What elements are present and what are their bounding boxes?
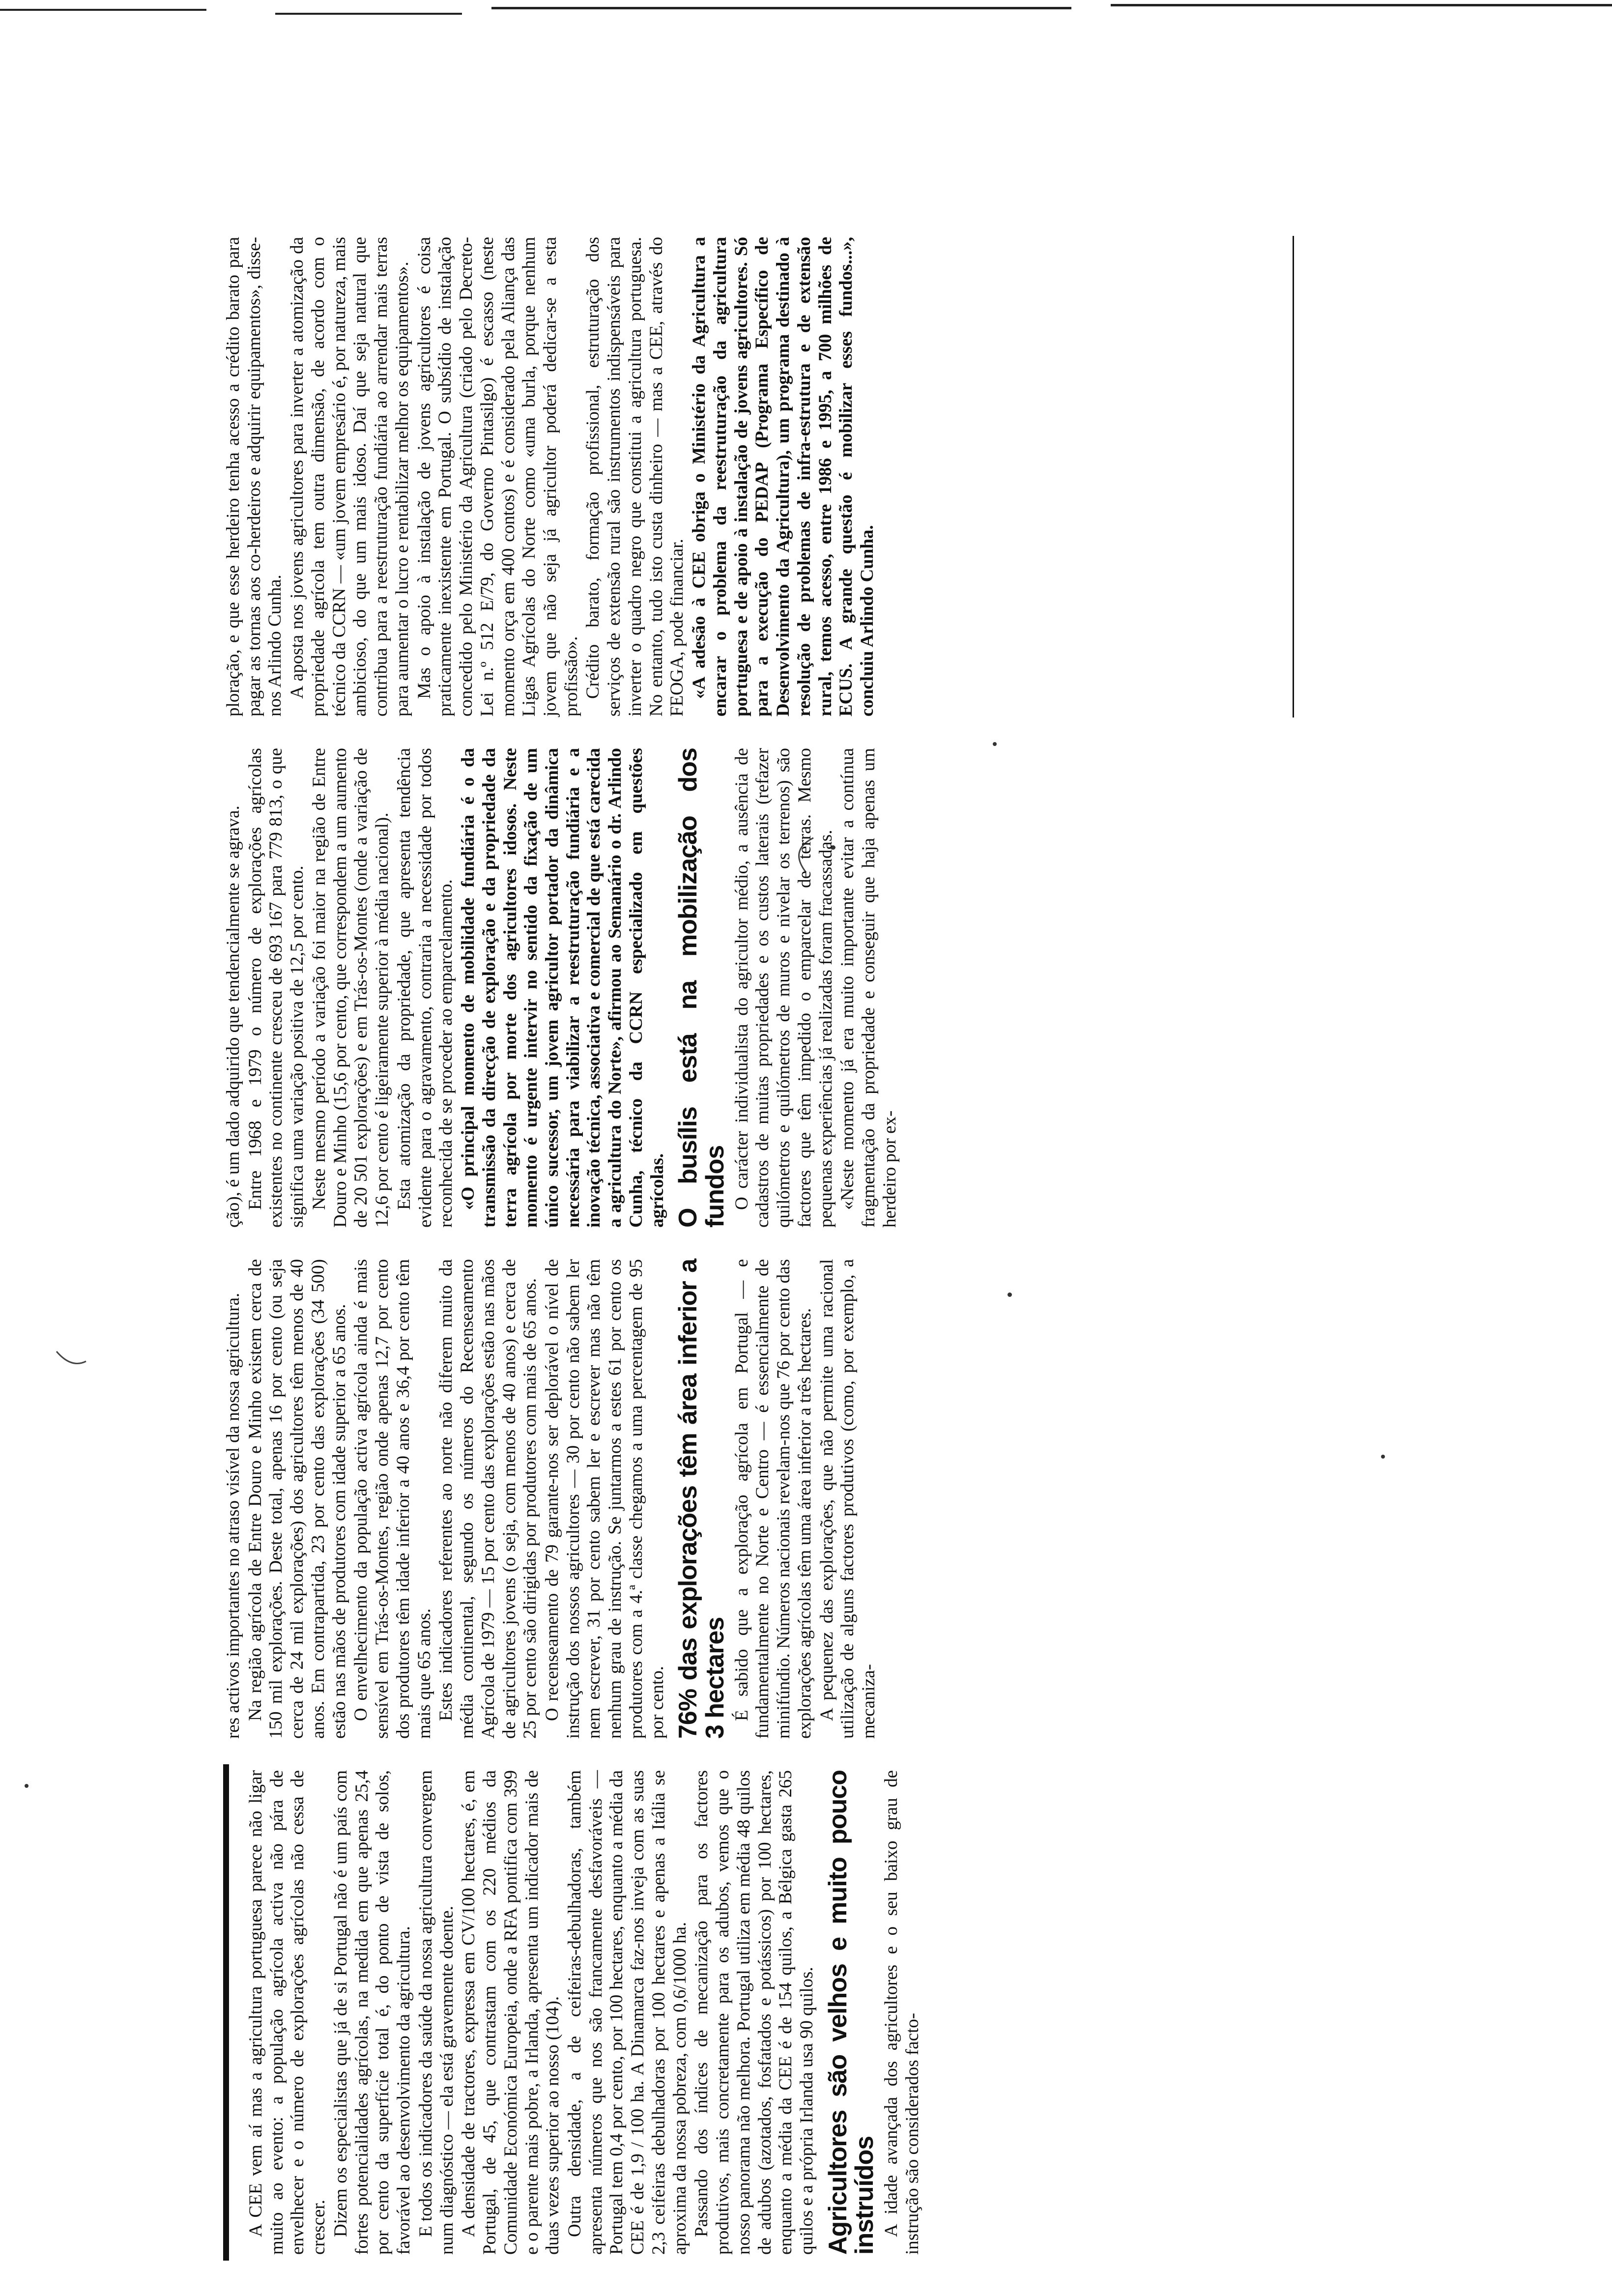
paragraph: O carácter individualista do agricultor médio, a ausência de cadastros de muitas propriedades e os custos laterais (refazer quilómetros e quilómetros de muros e nivelar os terrenos) são factores que têm impedido o emparcelar de terras. Mesmo pequenas experiências já realizadas foram fracassadas. <box>731 748 836 1228</box>
paragraph: Entre 1968 e 1979 o número de explorações agrícolas existentes no continente cresceu de 693 167 para 779 813, o que significa uma variação positiva de 12,5 por cento. <box>245 748 308 1228</box>
column-opening-rule <box>223 1764 229 2261</box>
paragraph: Neste mesmo período a variação foi maior na região de Entre Douro e Minho (15,6 por cento, que correspondem a um aumento de 20 501 explorações) e em Trás-os-Montes (onde a variação de 12,6 por cento é ligeiramente superior à média nacional). <box>309 748 393 1228</box>
paragraph: A CEE vem aí mas a agricultura portuguesa parece não ligar muito ao evento: a população agrícola activa não pára de envelhecer e o número de explorações agrícolas não cessa de crescer. <box>246 1770 329 2255</box>
paragraph: Outra densidade, a de ceifeiras-debulhadoras, também apresenta números que nos são francamente desfavoráveis — Portugal tem 0,4 por cento, por 100 hectares, enquanto a média da CEE é de 1,9 / 100 ha. A Dinamarca faz-nos inveja com as suas 2,3 ceifeiras debulhadoras por 100 hectares e apenas a Itália se aproxima da nossa pobreza, com 0,6/1000 ha. <box>565 1770 690 2255</box>
article-column-1 <box>216 1764 1297 2261</box>
paragraph: Esta atomização da propriedade, que apresenta tendência evidente para o agravamento, contraria a necessidade por todos reconhecida de se proceder ao emparcelamento. <box>394 748 457 1228</box>
scan-speck <box>25 1784 29 1788</box>
paragraph: E todos os indicadores da saúde da nossa agricultura convergem num diagnóstico — ela está gravemente doente. <box>415 1770 457 2255</box>
article-column-2 <box>216 1253 1297 1745</box>
paragraph: Dizem os especialistas que já de si Portugal não é um país com fortes potencialidades agrícolas, na medida em que apenas 25,4 por cento da superfície total é, do ponto de vista de solos, favorável ao desenvolvimento da agricultura. <box>330 1770 414 2255</box>
paragraph: A pequenez das explorações, que não permite uma racional utilização de alguns factores produtivos (como, por exemplo, a mecaniza- <box>816 1259 879 1739</box>
newspaper-article <box>216 197 1297 2261</box>
paragraph: Estes indicadores referentes ao norte não diferem muito da média continental, segundo os números do Recenseamento Agrícola de 1979 — 15 por cento das explorações estão nas mãos de agricultores jovens (o seja, com menos de 40 anos) e cerca de 25 por cento são dirigidas por produtores com mais de 65 anos. <box>436 1259 541 1739</box>
scan-edge-line <box>491 7 1071 9</box>
paragraph: «Neste momento já era muito importante evitar a contínua fragmentação da propriedade e conseguir que haja apenas um herdeiro por ex- <box>837 748 900 1228</box>
paragraph: res activos importantes no atraso visível da nossa agricultura. <box>223 1292 243 1739</box>
paragraph: É sabido que a exploração agrícola em Portugal — e fundamentalmente no Norte e Centro — é essencialmente de minifúndio. Números nacionais revelam-nos que 76 por cento das explorações agrícolas têm uma área inferior a três hectares. <box>731 1259 815 1739</box>
paragraph: O envelhecimento da população activa agrícola ainda é mais sensível em Trás-os-Montes, região onde apenas 12,7 por cento dos produtores têm idade inferior a 40 anos e 36,4 por cento têm mais que 65 anos. <box>351 1259 434 1739</box>
paragraph: Na região agrícola de Entre Douro e Minho existem cerca de 150 mil explorações. Deste total, apenas 16 por cento (ou seja cerca de 24 mil explorações) dos agricultores têm menos de 40 anos. Em contrapartida, 23 por cento das explorações (34 500) estão nas mãos de produtores com idade superior a 65 anos. <box>245 1259 349 1739</box>
paragraph: O recenseamento de 79 garante-nos ser deplorável o nível de instrução dos nossos agricultores — 30 por cento não sabem ler nem escrever, 31 por cento sabem ler e escrever mas não têm nenhum grau de instrução. Se juntarmos a estes 61 por cento os produtores com a 4.ª classe chegamos a uma percentagem de 95 por cento. <box>542 1259 667 1739</box>
section-heading: 76% das explorações têm área inferior a 3 hectares <box>674 1259 730 1739</box>
section-heading: O busílis está na mobilização dos fundos <box>674 748 730 1228</box>
paragraph: ção), é um dado adquirido que tendencialmente se agrava. <box>223 805 243 1228</box>
scan-edge-line <box>275 13 462 15</box>
paragraph: A idade avançada dos agricultores e o seu baixo grau de instrução são considerados facto- <box>881 1770 922 2255</box>
paragraph: Crédito barato, formação profissional, estruturação dos serviços de extensão rural são instrumentos indispensáveis para inverter o quadro negro que constitui a agricultura portuguesa. No entanto, tudo isto custa dinheiro — mas a CEE, através do FEOGA, pode financiar. <box>583 237 688 717</box>
scan-edge-line <box>1111 4 1612 6</box>
scan-speck <box>1381 1455 1385 1459</box>
paragraph: A densidade de tractores, expressa em CV/100 hectares, é, em Portugal, de 45, que contrastam com os 220 médios da Comunidade Económica Europeia, onde a RFA pontifica com 399 e o parente mais pobre, a Irlanda, apresenta um indicador mais de duas vezes superior ao nosso (104). <box>459 1770 563 2255</box>
pencil-mark <box>54 1347 88 1371</box>
scan-edge-line <box>0 9 206 11</box>
paragraph: Mas o apoio à instalação de jovens agricultores é coisa praticamente inexistente em Portugal. O subsídio de instalação concedido pelo Ministério da Agricultura (criado pelo Decreto-Lei n.º 512 E/79, do Governo Pintasilgo) é escasso (neste momento orça em 400 contos) e é considerado pela Aliança das Ligas Agrícolas do Norte como «uma burla, porque nenhum jovem que não seja já agricultor poderá dedicar-se a esta profissão». <box>414 237 581 717</box>
section-heading: Agricultores são velhos e muito pouco instruídos <box>823 1770 879 2255</box>
paragraph: «A adesão à CEE obriga o Ministério da Agricultura a encarar o problema da reestruturação da agricultura portuguesa e de apoio à instalação de jovens agricultores. Só para a execução do PEDAP (Programa Específico de Desenvolvimento da Agricultura), um programa destinado à resolução de problemas de infra-estrutura e de extensão rural, temos acesso, entre 1986 e 1995, a 700 milhões de ECUS. A grande questão é mobilizar esses fundos...», concluiu Arlindo Cunha. <box>689 237 878 717</box>
article-column-3 <box>216 742 1297 1234</box>
column-end-rule <box>1293 236 1294 718</box>
paragraph: ploração, e que esse herdeiro tenha acesso a crédito barato para pagar as tornas aos co-herdeiros e adquirir equipamentos», disse-nos Arlindo Cunha. <box>223 237 286 717</box>
article-column-4 <box>216 231 1297 722</box>
paragraph: Passando dos índices de mecanização para os factores produtivos, mais concretamente para os adubos, vemos que o nosso panorama não melhora. Portugal utiliza em média 48 quilos de adubos (azotados, fosfatados e potássicos) por 100 hectares, enquanto a média da CEE é de 154 quilos, a Bélgica gasta 265 quilos e a própria Irlanda usa 90 quilos. <box>691 1770 817 2255</box>
paragraph: A aposta nos jovens agricultores para inverter a atomização da propriedade agrícola tem outra dimensão, de acordo com o técnico da CCRN — «um jovem empresário é, por natureza, mais ambicioso, do que um mais idoso. Daí que seja natural que contribua para a reestruturação fundiária ao arrendar mais terras para aumentar o lucro e rentabilizar melhor os equipamentos». <box>287 237 412 717</box>
paragraph: «O principal momento de mobilidade fundiária é o da transmissão da direcção de exploração e da propriedade da terra agrícola por morte dos agricultores idosos. Neste momento é urgente intervir no sentido da fixação de um único sucessor, um jovem agricultor portador da dinâmica necessária para viabilizar a reestruturação fundiária e a inovação técnica, associativa e comercial de que está carecida a agricultura do Norte», afirmou ao Semanário o dr. Arlindo Cunha, técnico da CCRN especializado em questões agrícolas. <box>458 748 667 1228</box>
